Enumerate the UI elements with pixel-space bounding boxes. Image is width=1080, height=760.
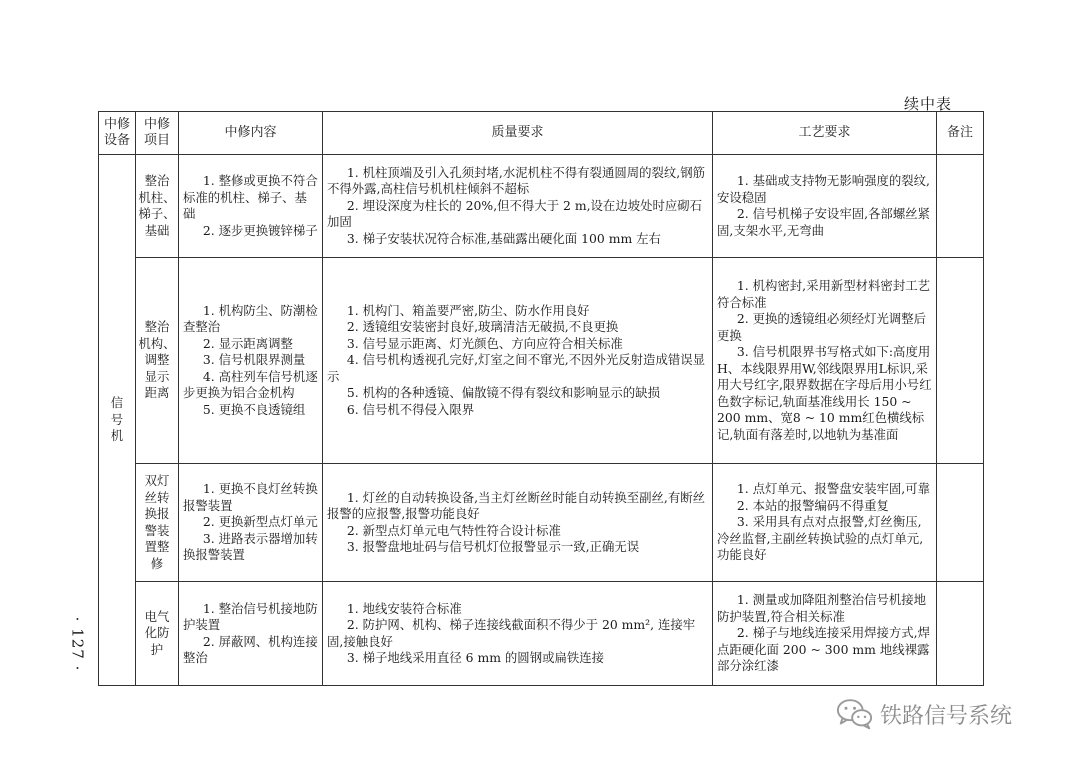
remark-cell (937, 582, 984, 686)
table-row (99, 258, 984, 464)
header-row (99, 112, 984, 155)
content-cell: 1. 整修或更换不符合标准的机柱、梯子、基础 2. 逐步更换镀锌梯子 (179, 155, 323, 258)
remark-cell (937, 155, 984, 258)
remark-cell (937, 258, 984, 464)
item-cell: 双灯 丝转 换报 警装 置整 修 (136, 464, 179, 582)
item-cell: 电气 化防 护 (136, 582, 179, 686)
watermark-text: 铁路信号系统 (880, 703, 1013, 729)
header-content: 中修内容 (179, 112, 323, 155)
quality-cell: 1. 灯丝的自动转换设备,当主灯丝断丝时能自动转换至副丝,有断丝报警的应报警,报警功能良好 2. 新型点灯单元电气特性符合设计标准 3. 报警盘地址码与信号机灯位报警显示一致,正确无误 (323, 464, 713, 582)
watermark (836, 697, 1012, 731)
header-quality: 质量要求 (323, 112, 713, 155)
header-remark: 备注 (937, 112, 984, 155)
device-name-cell: 信 号 机 (99, 155, 136, 686)
table-row (99, 582, 984, 686)
process-cell: 1. 机构密封,采用新型材料密封工艺符合标准 2. 更换的透镜组必须经灯光调整后更换 3. 信号机限界书写格式如下:高度用H、本线限界用W,邻线限界用L标识,采用大号红字,限界数据在字母后用小号红色数字标记,轨面基准线用长 150 ~ 200 mm、宽8 ~ 10 mm红色横线标记,轨面有落差时,以地轨为基准面 (713, 258, 937, 464)
table-row (99, 155, 984, 258)
quality-cell: 1. 机构门、箱盖要严密,防尘、防水作用良好 2. 透镜组安装密封良好,玻璃清洁无破损,不良更换 3. 信号显示距离、灯光颜色、方向应符合相关标准 4. 信号机构透视孔完好,灯室之间不窜光,不因外光反射造成错误显示 5. 机构的各种透镜、偏散镜不得有裂纹和影响显示的缺损 6. 信号机不得侵入限界 (323, 258, 713, 464)
quality-cell: 1. 地线安装符合标准 2. 防护网、机构、梯子连接线截面积不得少于 20 mm², 连接牢固,接触良好 3. 梯子地线采用直径 6 mm 的圆钢或扁铁连接 (323, 582, 713, 686)
page-number-text: · 127 · (68, 616, 87, 672)
header-process: 工艺要求 (713, 112, 937, 155)
table-caption: 续中表 (903, 95, 952, 113)
process-cell: 1. 点灯单元、报警盘安装牢固,可靠 2. 本站的报警编码不得重复 3. 采用具有点对点报警,灯丝衡压,冷丝监督,主副丝转换试验的点灯单元,功能良好 (713, 464, 937, 582)
header-item: 中修 项目 (136, 112, 179, 155)
remark-cell (937, 464, 984, 582)
content-cell: 1. 整治信号机接地防护装置 2. 屏蔽网、机构连接整治 (179, 582, 323, 686)
page-number (62, 606, 92, 682)
wechat-icon (836, 697, 874, 731)
quality-cell: 1. 机柱顶端及引入孔须封堵,水泥机柱不得有裂通圆周的裂纹,钢筋不得外露,高柱信号机机柱倾斜不超标 2. 埋设深度为柱长的 20%,但不得大于 2 m,设在边坡处时应砌石加固 3. 梯子安装状况符合标准,基础露出硬化面 100 mm 左右 (323, 155, 713, 258)
item-cell: 整治 机柱、 梯子、 基础 (136, 155, 179, 258)
content-cell: 1. 更换不良灯丝转换报警装置 2. 更换新型点灯单元 3. 进路表示器增加转换报警装置 (179, 464, 323, 582)
process-cell: 1. 基础或支持物无影响强度的裂纹,安设稳固 2. 信号机梯子安设牢固,各部螺丝紧固,支架水平,无弯曲 (713, 155, 937, 258)
content-cell: 1. 机构防尘、防潮检查整治 2. 显示距离调整 3. 信号机限界测量 4. 高柱列车信号机逐步更换为铝合金机构 5. 更换不良透镜组 (179, 258, 323, 464)
table-row (99, 464, 984, 582)
item-cell: 整治 机构、 调整 显示 距离 (136, 258, 179, 464)
maintenance-table (98, 111, 984, 686)
header-device: 中修 设备 (99, 112, 136, 155)
process-cell: 1. 测量或加降阻剂整治信号机接地防护装置,符合相关标准 2. 梯子与地线连接采用焊接方式,焊点距硬化面 200 ~ 300 mm 地线裸露部分涂红漆 (713, 582, 937, 686)
